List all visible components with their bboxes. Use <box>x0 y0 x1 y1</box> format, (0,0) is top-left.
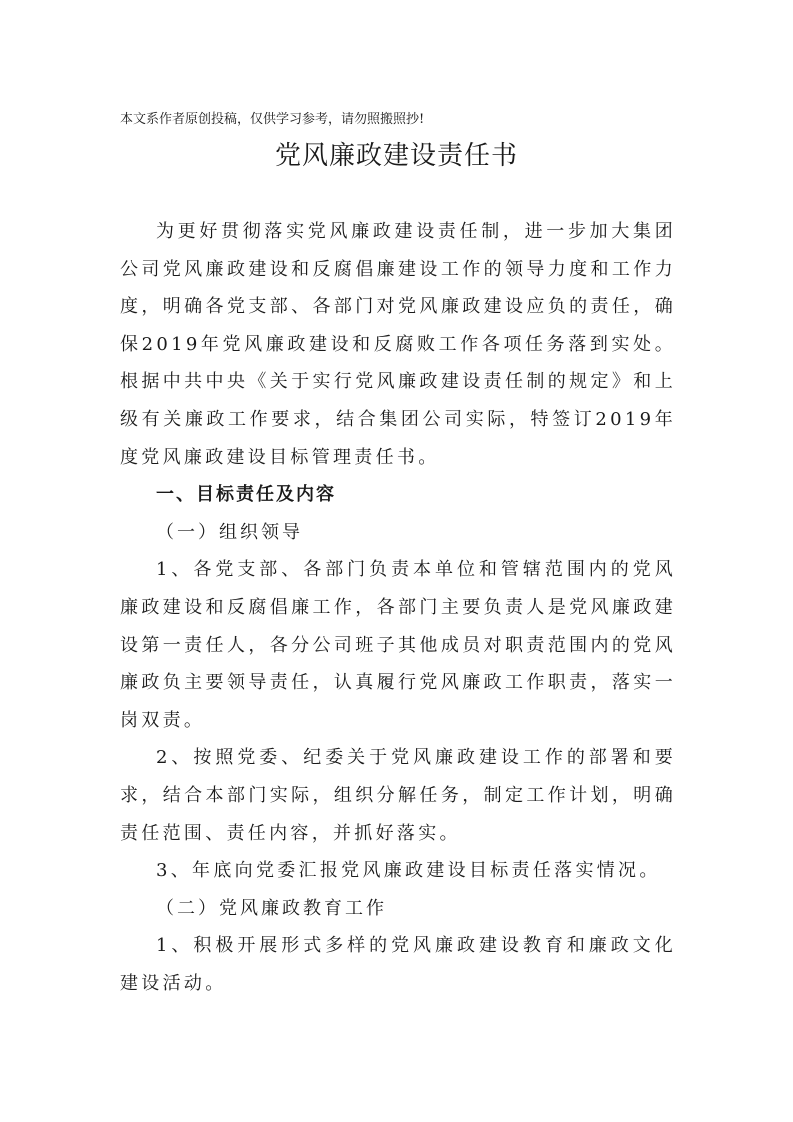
list-item: 2、按照党委、纪委关于党风廉政建设工作的部署和要求，结合本部门实际，组织分解任务，制定工作计划，明确责任范围、责任内容，并抓好落实。 <box>120 747 676 844</box>
section-heading-1: 一、目标责任及内容 <box>156 484 336 506</box>
document-body <box>120 213 676 1002</box>
list-item: 3、年底向党委汇报党风廉政建设目标责任落实情况。 <box>156 860 661 882</box>
list-item: 1、各党支部、各部门负责本单位和管辖范围内的党风廉政建设和反腐倡廉工作，各部门主要负责人是党风廉政建设第一责任人，各分公司班子其他成员对职责范围内的党风廉政负主要领导责任，认真履行党风廉政工作职责，落实一岗双责。 <box>120 559 676 731</box>
subsection-heading-organization: （一）组织领导 <box>156 521 303 543</box>
intro-paragraph: 为更好贯彻落实党风廉政建设责任制，进一步加大集团公司党风廉政建设和反腐倡廉建设工作的领导力度和工作力度，明确各党支部、各部门对党风廉政建设应负的责任，确保2019年党风廉政建设和反腐败工作各项任务落到实处。根据中共中央《关于实行党风廉政建设责任制的规定》和上级有关廉政工作要求，结合集团公司实际，特签订2019年度党风廉政建设目标管理责任书。 <box>120 221 676 468</box>
copyright-notice: 本文系作者原创投稿，仅供学习参考，请勿照搬照抄! <box>120 112 425 127</box>
document-title: 党风廉政建设责任书 <box>274 141 518 171</box>
list-item: 1、积极开展形式多样的党风廉政建设教育和廉政文化建设活动。 <box>120 935 676 994</box>
subsection-heading-education: （二）党风廉政教育工作 <box>156 897 387 919</box>
